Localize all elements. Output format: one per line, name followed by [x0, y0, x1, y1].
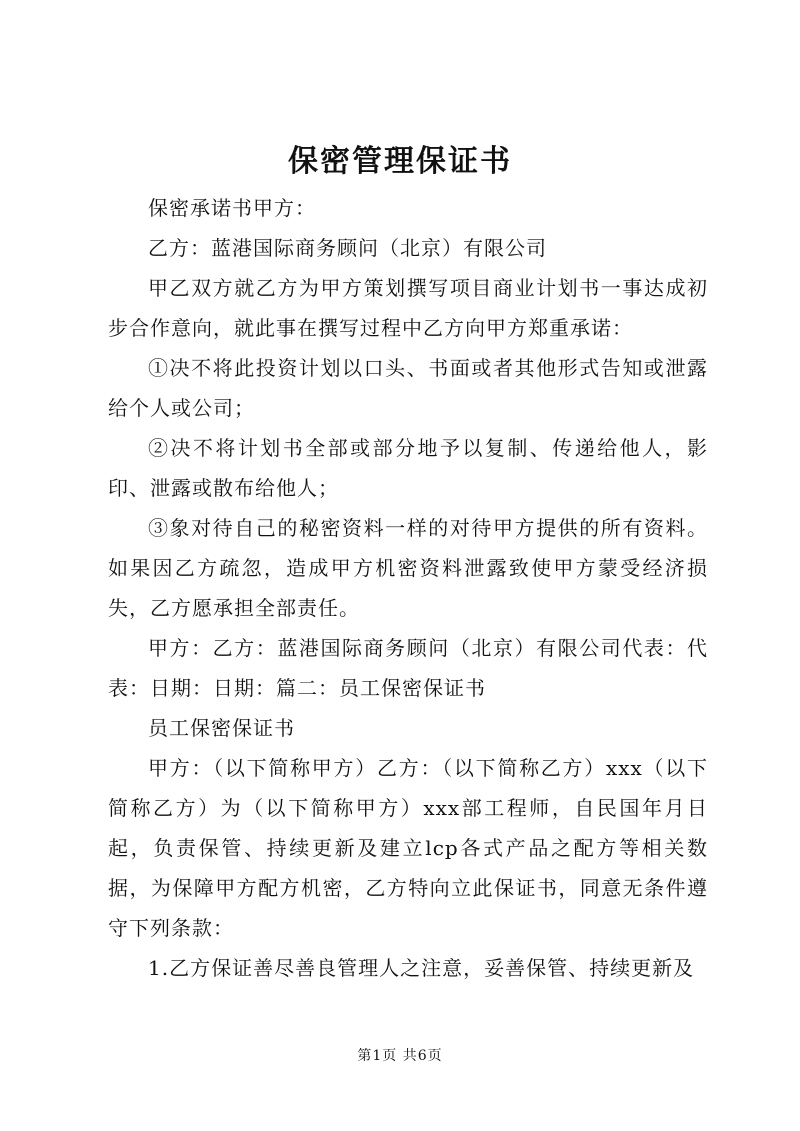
- paragraph-1: 保密承诺书甲方：: [148, 196, 316, 220]
- paragraph-7: 甲方：乙方：蓝港国际商务顾问（北京）有限公司代表：代表：日期：日期：篇二：员工保密保证书: [108, 636, 708, 700]
- document-body: [108, 188, 708, 988]
- paragraph-9: 甲方：（以下简称甲方）乙方：（以下简称乙方）xxx（以下简称乙方）为（以下简称甲方）xxx部工程师，自民国年月日起，负责保管、持续更新及建立lcp各式产品之配方等相关数据，为保障甲方配方机密，乙方特向立此保证书，同意无条件遵守下列条款：: [108, 756, 708, 940]
- paragraph-6: ③象对待自己的秘密资料一样的对待甲方提供的所有资料。如果因乙方疏忽，造成甲方机密资料泄露致使甲方蒙受经济损失，乙方愿承担全部责任。: [108, 516, 708, 620]
- paragraph-8: 员工保密保证书: [148, 716, 295, 740]
- paragraph-10: 1.乙方保证善尽善良管理人之注意，妥善保管、持续更新及: [148, 956, 695, 980]
- paragraph-5: ②决不将计划书全部或部分地予以复制、传递给他人，影印、泄露或散布给他人；: [108, 436, 708, 500]
- paragraph-3: 甲乙双方就乙方为甲方策划撰写项目商业计划书一事达成初步合作意向，就此事在撰写过程中乙方向甲方郑重承诺：: [108, 276, 708, 340]
- paragraph-2: 乙方：蓝港国际商务顾问（北京）有限公司: [148, 236, 547, 260]
- page-footer: 第1页 共6页: [357, 1048, 443, 1064]
- document-title: 保密管理保证书: [288, 144, 512, 179]
- paragraph-4: ①决不将此投资计划以口头、书面或者其他形式告知或泄露给个人或公司；: [108, 356, 708, 420]
